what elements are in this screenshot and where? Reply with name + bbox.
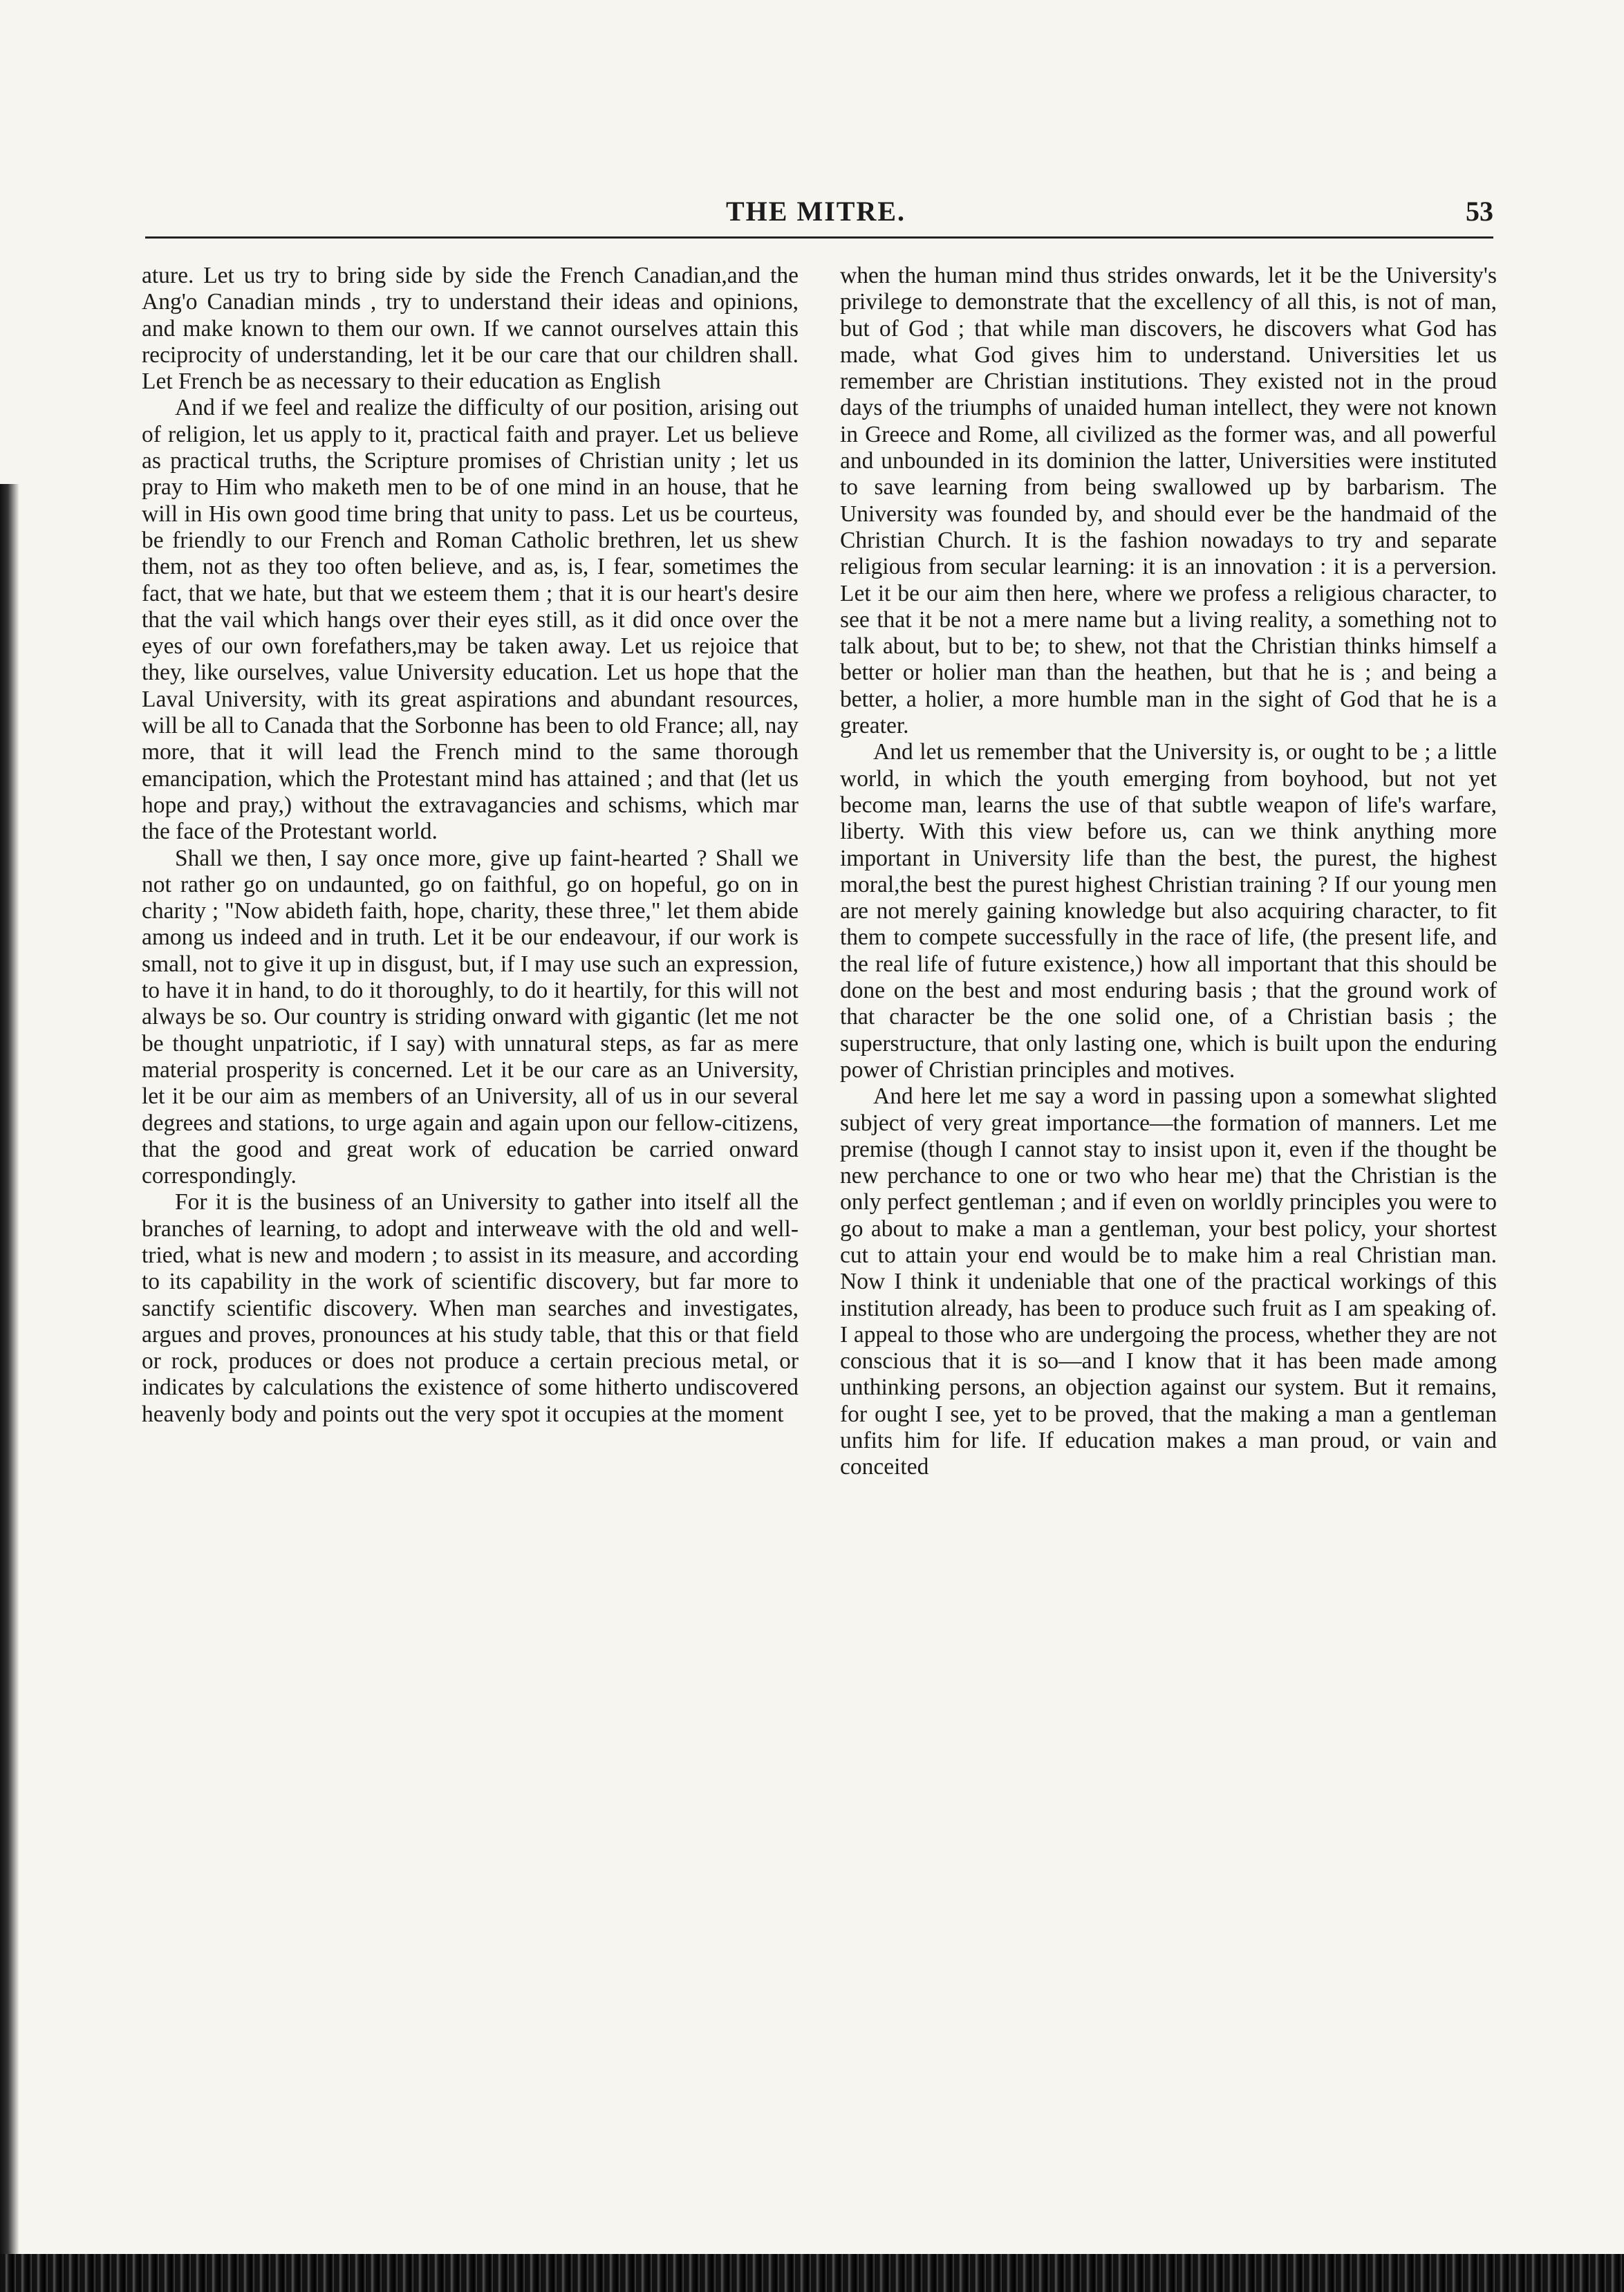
right-column [840,263,1497,1481]
paragraph: And here let me say a word in passing upon a somewhat slighted subject of very great importance—the formation of manners. Let me premise (though I cannot stay to insist upon it, even if the thought be new perchance to one or two who hear me) that the Christian is the only perfect gentleman ; and if even on worldly principles you were to go about to make a man a gentleman, your best policy, your shortest cut to attain your end would be to make him a real Christian man. Now I think it undeniable that one of the practical workings of this institution already, has been to produce such fruit as I am speaking of. I appeal to those who are undergoing the process, whether they are not conscious that it is so—and I know that it has been made among unthinking persons, an objection against our system. But it remains, for ought I see, yet to be proved, that the making a man a gentleman unfits him for life. If education makes a man proud, or vain and conceited [840,1083,1497,1480]
header-rule [145,236,1493,239]
paragraph: For it is the business of an University to gather into itself all the branches of learning, to adopt and interweave with the old and well-tried, what is new and modern ; to assist in its measure, and according to its capability in the work of scientific discovery, but far more to sanctify scientific discovery. When man searches and investigates, argues and proves, pronounces at his study table, that this or that field or rock, produces or does not produce a certain precious metal, or indicates by calculations the existence of some hitherto undiscovered heavenly body and points out the very spot it occupies at the moment [142,1189,799,1427]
paragraph: And let us remember that the University is, or ought to be ; a little world, in which the youth emerging from boyhood, but not yet become man, learns the use of that subtle weapon of life's warfare, liberty. With this view before us, can we think anything more important in University life than the best, the purest, the highest moral,the best the purest highest Christian training ? If our young men are not merely gaining knowledge but also acquiring character, to fit them to compete successfully in the race of life, (the present life, and the real life of future existence,) how all important that this should be done on the best and most enduring basis ; that the ground work of that character be the one solid one, of a Christian basis ; the superstructure, that only lasting one, which is built upon the enduring power of Christian principles and motives. [840,739,1497,1083]
paragraph: ature. Let us try to bring side by side the French Canadian,and the Ang'o Canadian minds , try to understand their ideas and opinions, and make known to them our own. If we cannot ourselves attain this reciprocity of understanding, let it be our care that our children shall. Let French be as necessary to their education as English [142,263,799,395]
scan-bottom-edge [0,2254,1624,2292]
journal-title: THE MITRE. [725,196,906,227]
paragraph: And if we feel and realize the difficulty of our position, arising out of religion, let us apply to it, practical faith and prayer. Let us believe as practical truths, the Scripture promises of Christian unity ; let us pray to Him who maketh men to be of one mind in an house, that he will in His own good time bring that unity to pass. Let us be courteus, be friendly to our French and Roman Catholic brethren, let us shew them, not as they too often believe, and as, is, I fear, sometimes the fact, that we hate, but that we esteem them ; that it is our heart's desire that the vail which hangs over their eyes still, as it did once over the eyes of our own forefathers,may be taken away. Let us rejoice that they, like ourselves, value University education. Let us hope that the Laval University, with its great aspirations and abundant resources, will be all to Canada that the Sorbonne has been to old France; all, nay more, that it will lead the French mind to the same thorough emancipation, which the Protestant mind has attained ; and that (let us hope and pray,) without the extravagancies and schisms, which mar the face of the Protestant world. [142,395,799,845]
page-number: 53 [1466,196,1493,227]
paragraph: Shall we then, I say once more, give up faint-hearted ? Shall we not rather go on undaunted, go on faithful, go on hopeful, go on in charity ; "Now abideth faith, hope, charity, these three," let them abide among us indeed and in truth. Let it be our endeavour, if our work is small, not to give it up in disgust, but, if I may use such an expression, to have it in hand, to do it thoroughly, to do it heartily, for this will not always be so. Our country is striding onward with gigantic (let me not be thought unpatriotic, if I say) with unnatural steps, as far as mere material prosperity is concerned. Let it be our care as an University, let it be our aim as members of an University, all of us in our several degrees and stations, to urge again and again upon our fellow-citizens, that the good and great work of education be carried onward correspondingly. [142,845,799,1189]
scan-left-edge [0,484,19,2254]
running-header [138,195,1493,236]
paragraph: when the human mind thus strides onwards, let it be the University's privilege to demonstrate that the excellency of all this, is not of man, but of God ; that while man discovers, he discovers what God has made, what God gives him to understand. Universities let us remember are Christian institutions. They existed not in the proud days of the triumphs of unaided human intellect, they were not known in Greece and Rome, all civilized as the former was, and all powerful and unbounded in its dominion the latter, Universities were instituted to save learning from being swallowed up by barbarism. The University was founded by, and should ever be the handmaid of the Christian Church. It is the fashion nowadays to try and separate religious from secular learning: it is an innovation : it is a perversion. Let it be our aim then here, where we profess a religious character, to see that it be not a mere name but a living reality, a something not to talk about, but to be; to shew, not that the Christian thinks himself a better or holier man than the heathen, but that he is ; and being a better, a holier, a more humble man in the sight of God that he is a greater. [840,263,1497,739]
left-column [142,263,799,1428]
